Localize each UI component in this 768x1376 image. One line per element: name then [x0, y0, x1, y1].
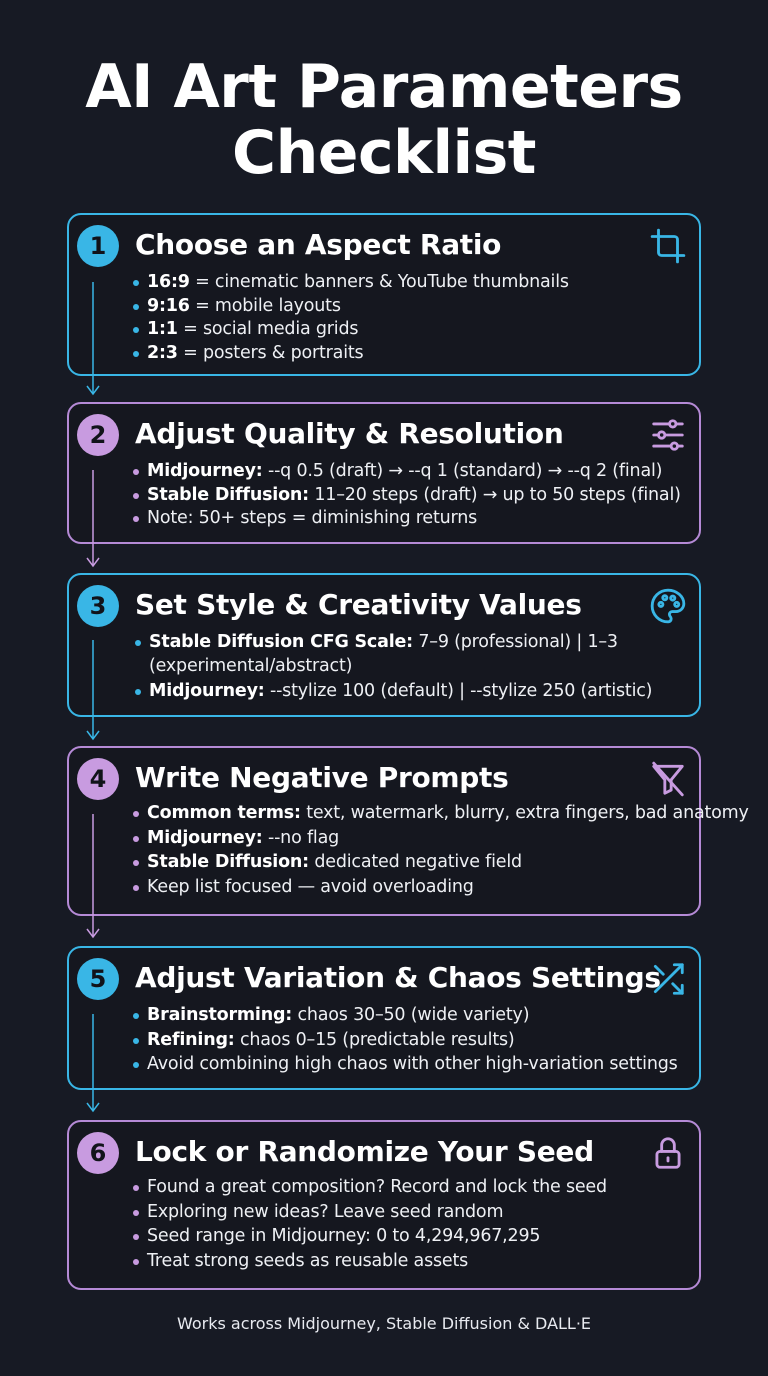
step-number-badge: 4 — [77, 758, 119, 800]
palette-icon — [649, 587, 687, 625]
title-line-1: AI Art Parameters — [85, 52, 683, 122]
title-line-2: Checklist — [232, 118, 536, 188]
step-title: Lock or Randomize Your Seed — [135, 1135, 594, 1168]
list-item: Treat strong seeds as reusable assets — [131, 1250, 685, 1274]
step-title: Adjust Quality & Resolution — [135, 417, 564, 450]
list-item: Note: 50+ steps = diminishing returns — [131, 507, 685, 531]
step-items — [131, 271, 685, 365]
step-number-badge: 1 — [77, 225, 119, 267]
step-number-badge: 6 — [77, 1132, 119, 1174]
crop-icon — [649, 227, 687, 265]
step-items — [133, 631, 685, 704]
list-item: Found a great composition? Record and lock the seed — [131, 1176, 685, 1200]
list-item: Exploring new ideas? Leave seed random — [131, 1201, 685, 1225]
step-items — [131, 1004, 685, 1077]
list-item: Avoid combining high chaos with other high-variation settings — [131, 1053, 685, 1077]
footer-note: Works across Midjourney, Stable Diffusion & DALL·E — [176, 1314, 592, 1333]
step-number-badge: 2 — [77, 414, 119, 456]
connector-arrow — [84, 470, 102, 570]
connector-arrow — [84, 282, 102, 398]
list-item: Seed range in Midjourney: 0 to 4,294,967,295 — [131, 1225, 685, 1249]
step-title: Set Style & Creativity Values — [135, 588, 582, 621]
list-item: Keep list focused — avoid overloading — [131, 876, 685, 900]
list-item: 1:1 = social media grids — [131, 318, 685, 342]
step-number-badge: 5 — [77, 958, 119, 1000]
step-card-3 — [67, 573, 701, 717]
sliders-icon — [649, 416, 687, 454]
connector-arrow — [84, 640, 102, 743]
list-item: Stable Diffusion: dedicated negative field — [131, 851, 685, 875]
step-items — [131, 802, 749, 899]
list-item: Midjourney: --q 0.5 (draft) → --q 1 (standard) → --q 2 (final) — [131, 460, 685, 484]
step-items — [131, 460, 685, 531]
filter-off-icon — [649, 760, 687, 798]
list-item: Common terms: text, watermark, blurry, extra fingers, bad anatomy — [131, 802, 685, 826]
step-card-6 — [67, 1120, 701, 1290]
connector-arrow — [84, 1014, 102, 1115]
list-item: Stable Diffusion: 11–20 steps (draft) → up to 50 steps (final) — [131, 484, 685, 508]
step-card-1 — [67, 213, 701, 376]
list-item: Refining: chaos 0–15 (predictable results) — [131, 1029, 685, 1053]
lock-icon — [649, 1134, 687, 1172]
list-item: Midjourney: --stylize 100 (default) | --stylize 250 (artistic) — [133, 680, 685, 704]
list-item: 9:16 = mobile layouts — [131, 295, 685, 319]
list-item: Midjourney: --no flag — [131, 827, 685, 851]
step-title: Write Negative Prompts — [135, 761, 509, 794]
step-title: Adjust Variation & Chaos Settings — [135, 961, 661, 994]
step-items — [131, 1176, 685, 1273]
list-item: Brainstorming: chaos 30–50 (wide variety) — [131, 1004, 685, 1028]
list-item: Stable Diffusion CFG Scale: 7–9 (professional) | 1–3 (experimental/abstract) — [133, 631, 685, 678]
step-card-2 — [67, 402, 701, 544]
step-card-4 — [67, 746, 749, 916]
list-item: 2:3 = posters & portraits — [131, 342, 685, 366]
connector-arrow — [84, 814, 102, 941]
shuffle-icon — [649, 960, 687, 998]
step-card-5 — [67, 946, 701, 1090]
step-title: Choose an Aspect Ratio — [135, 228, 502, 261]
list-item: 16:9 = cinematic banners & YouTube thumbnails — [131, 271, 685, 295]
page-title — [0, 54, 768, 186]
step-number-badge: 3 — [77, 585, 119, 627]
